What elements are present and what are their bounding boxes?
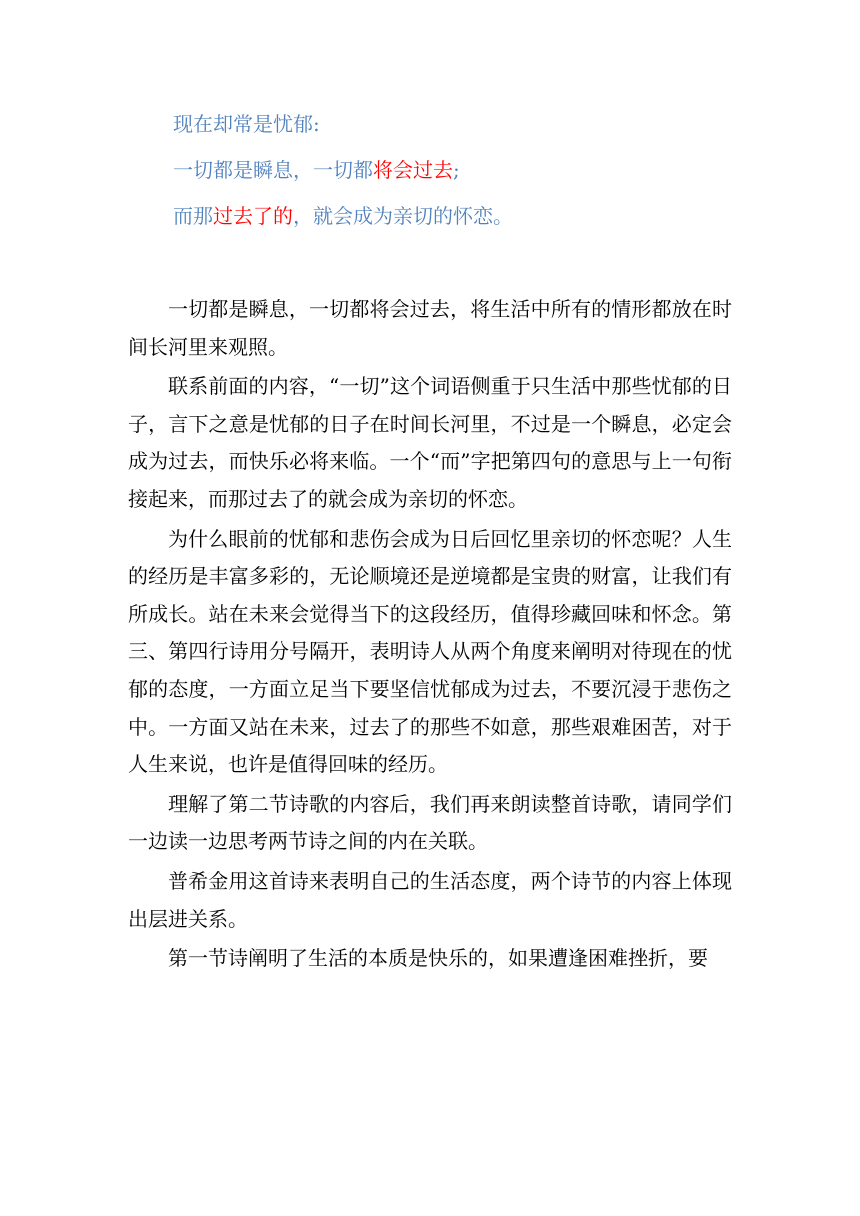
paragraph-3: 为什么眼前的忧郁和悲伤会成为日后回忆里亲切的怀恋呢？人生的经历是丰富多彩的，无论顺境还是逆境都是宝贵的财富，让我们有所成长。站在未来会觉得当下的这段经历，值得珍藏回味和怀念。第三、第四行诗用分号隔开，表明诗人从两个角度来阐明对待现在的忧郁的态度，一方面立足当下要坚信忧郁成为过去，不要沉浸于悲伤之中。一方面又站在未来，过去了的那些不如意，那些艰难困苦，对于人生来说，也许是值得回味的经历。 [128,526,732,777]
poem-line-3 [173,204,773,228]
poem-line-2 [173,158,773,182]
poem-line-3-highlight: 过去了的 [213,204,293,228]
poem-line-3-text-start: 而那 [173,204,213,228]
poem-line-1 [173,112,773,136]
poem-line-2-text-end: ; [453,158,460,182]
paragraph-6: 第一节诗阐明了生活的本质是快乐的，如果遭逢困难挫折，要 [168,946,708,971]
paragraph-4: 理解了第二节诗歌的内容后，我们再来朗读整首诗歌，请同学们一边读一边思考两节诗之间的内在关联。 [128,791,732,854]
paragraph-5: 普希金用这首诗来表明自己的生活态度，两个诗节的内容上体现出层进关系。 [128,868,732,931]
analysis-body [128,291,732,980]
poem-line-3-text-end: ，就会成为亲切的怀恋。 [293,204,513,228]
paragraph-1: 一切都是瞬息，一切都将会过去，将生活中所有的情形都放在时间长河里来观照。 [128,297,732,359]
poem-line-2-text-start: 一切都是瞬息，一切都 [173,158,373,182]
paragraph-2: 联系前面的内容，“一切”这个词语侧重于只生活中那些忧郁的日子，言下之意是忧郁的日子在时间长河里，不过是一个瞬息，必定会成为过去，而快乐必将来临。一个“而”字把第四句的意思与上一句衔接起来，而那过去了的就会成为亲切的怀恋。 [128,374,732,511]
poem-excerpt [173,112,773,250]
poem-line-1-text: 现在却常是忧郁: [173,112,320,136]
poem-line-2-highlight: 将会过去 [373,158,453,182]
